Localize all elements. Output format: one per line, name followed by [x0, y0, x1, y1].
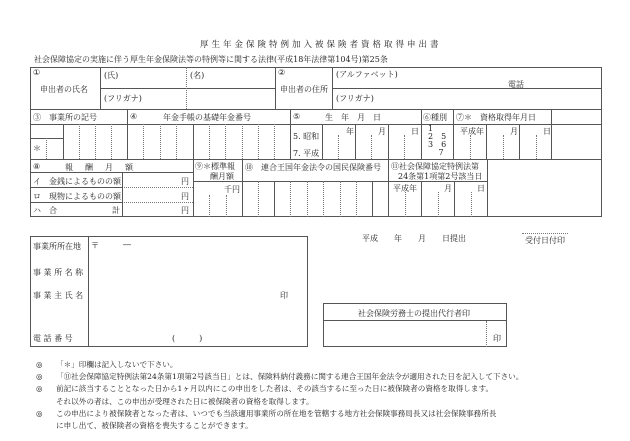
dotted-rule	[186, 67, 187, 109]
agent-seal-label: 社会保険労務士の提出代行者印	[358, 309, 470, 318]
era-showa: 5. 昭和	[293, 132, 320, 141]
article-date-label: ⑪社会保障協定特例法第	[391, 162, 479, 171]
table-rule	[193, 124, 194, 159]
dotted-rule	[307, 181, 308, 217]
dotted-rule	[226, 195, 227, 217]
applicant-address-label: 申出者の住所	[280, 85, 328, 94]
table-rule: この申出により被保険者となった者は、いつでも当該適用事業所の所在地を管轄する地方社会保険事務局長又は社会保険事務所長	[56, 408, 497, 418]
table-rule	[519, 124, 520, 159]
dotted-rule	[160, 124, 161, 159]
table-rule	[388, 124, 389, 159]
postal-mark: 〒	[91, 241, 99, 250]
type-option[interactable]: 2 5	[428, 132, 447, 141]
acquisition-date-label: ⑦＊ 資格取得年月日	[456, 113, 536, 122]
table-rule	[30, 124, 602, 125]
in-kind-pay-field[interactable]: 円	[181, 192, 189, 201]
table-rule: ◎	[36, 360, 43, 369]
table-rule: 「＊」印欄は記入しないで下さい。	[56, 360, 178, 369]
total-pay-label: ハ 合	[33, 206, 57, 215]
table-rule: それ以外の者は、この申出が受理された日に被保険者の資格を取得します。	[56, 396, 314, 406]
type-option[interactable]: 1	[428, 124, 434, 133]
standard-pay-label: ⑨＊標準報	[195, 162, 235, 171]
table-rule	[122, 172, 123, 217]
office-address-label: 事業所所在地	[33, 242, 81, 251]
monthly-pay-label: 報 酬 月 額	[65, 163, 135, 172]
agent-seal: 印	[493, 334, 501, 343]
table-rule	[30, 159, 602, 160]
type-options[interactable]	[428, 125, 446, 157]
reception-stamp-area: 受付日付印	[522, 233, 568, 247]
name-furigana-field[interactable]: (フリガナ)	[104, 94, 142, 103]
address-furigana-field[interactable]: (フリガナ)	[336, 94, 374, 103]
dotted-rule	[470, 135, 471, 159]
field-number: ⑧	[33, 162, 41, 171]
dotted-rule	[225, 124, 226, 159]
table-rule	[127, 109, 128, 159]
table-rule	[372, 181, 373, 217]
dotted-rule	[405, 192, 406, 217]
pension-number-label: 年金手帳の基礎年金番号	[163, 113, 251, 122]
article-date-label-2: 24条第1項第2号該当日	[398, 172, 483, 181]
dotted-rule	[242, 124, 243, 159]
applicant-name-label: 申出者の氏名	[40, 85, 88, 94]
table-rule	[88, 236, 89, 347]
table-rule: ◎	[36, 372, 43, 382]
field-number: ①	[33, 68, 41, 77]
dotted-rule	[438, 192, 439, 217]
era-heisei: 7. 平成	[293, 149, 320, 158]
table-rule	[63, 124, 64, 159]
table-rule: ◎	[36, 408, 43, 418]
dotted-rule	[143, 124, 144, 159]
acquisition-month-field[interactable]: 月	[510, 127, 518, 136]
dotted-rule	[111, 124, 112, 159]
birthdate-label: 生 年 月 日	[325, 113, 381, 122]
office-code-label: ③ 事業所の記号	[33, 113, 97, 122]
table-rule	[487, 159, 488, 217]
cash-pay-field[interactable]: 円	[181, 177, 189, 186]
office-code-star: ＊	[33, 144, 41, 153]
dotted-rule	[209, 124, 210, 159]
article-month-field[interactable]: 月	[444, 184, 452, 193]
table-rule	[388, 159, 389, 217]
dotted-rule	[371, 135, 372, 159]
dotted-rule	[79, 124, 80, 159]
table-rule	[454, 181, 455, 217]
total-pay-field[interactable]: 円	[181, 206, 189, 215]
table-rule	[30, 187, 122, 188]
article-day-field[interactable]: 日	[477, 184, 485, 193]
table-rule	[421, 181, 422, 217]
note	[36, 371, 523, 383]
dotted-rule	[356, 181, 357, 217]
dotted-rule	[503, 135, 504, 159]
dotted-rule	[258, 181, 259, 217]
note	[36, 396, 523, 408]
dotted-rule	[122, 202, 193, 203]
form-subtitle: 社会保障協定の実施に伴う厚生年金保険法等の特例等に関する法律(平成18年法律第104号)第25条	[34, 55, 388, 64]
table-rule	[355, 124, 356, 159]
table-rule	[453, 109, 454, 159]
standard-pay-field[interactable]: 千円	[224, 185, 240, 194]
dotted-rule	[323, 181, 324, 217]
type-option[interactable]: 7	[428, 148, 444, 157]
acquisition-year-field[interactable]: 平成年	[460, 127, 484, 136]
phone-number-label: 電 話 番 号	[33, 334, 73, 343]
dotted-rule	[338, 135, 339, 159]
field-number: ②	[278, 68, 286, 77]
table-rule	[332, 88, 602, 89]
dotted-rule	[122, 187, 193, 188]
table-rule	[242, 159, 243, 217]
note	[36, 420, 523, 432]
phone-number-field[interactable]: ( )	[172, 334, 203, 343]
cash-pay-label: イ 金銭によるものの額	[33, 177, 121, 186]
phone-label: 電話	[508, 80, 524, 89]
dotted-rule	[486, 321, 487, 347]
field-number: ④	[130, 112, 138, 121]
type-option[interactable]: 3 6	[428, 140, 447, 149]
note	[36, 359, 523, 371]
article-year-field[interactable]: 平成年	[393, 184, 417, 193]
table-rule	[30, 109, 602, 110]
dotted-rule	[290, 181, 291, 217]
table-rule	[322, 124, 323, 159]
given-name-field[interactable]: (名)	[190, 71, 205, 80]
table-rule: ◎	[36, 384, 43, 394]
field-number: ⑤	[293, 112, 301, 121]
birth-year-field[interactable]: 年	[346, 127, 354, 136]
table-rule	[275, 67, 276, 109]
in-kind-pay-label: ロ 現物によるものの額	[33, 192, 121, 201]
table-rule	[30, 202, 122, 203]
standard-pay-label-2: 酬月額	[210, 172, 234, 181]
owner-seal: 印	[280, 291, 288, 300]
birth-month-field[interactable]: 月	[378, 127, 386, 136]
notes	[36, 359, 523, 432]
table-rule	[551, 109, 552, 159]
uk-insurance-number-label: ⑩ 連合王国年金法令の国民保険番号	[245, 163, 381, 172]
dotted-rule	[404, 135, 405, 159]
dotted-rule	[258, 124, 259, 159]
dotted-rule	[46, 138, 47, 159]
table-rule: 「⑪社会保障協定特例法第24条第1項第2号該当日」とは、保険料納付義務に関する連合王国年金法令が適用された日を記入して下さい。	[56, 372, 524, 382]
table-rule	[274, 181, 275, 217]
postal-code-field[interactable]: ―	[123, 240, 131, 249]
owner-name-label: 事 業 主 氏 名	[33, 291, 84, 300]
dotted-rule	[95, 124, 96, 159]
type-label: ⑥種別	[423, 113, 447, 122]
table-rule	[100, 88, 275, 89]
acquisition-day-field[interactable]: 日	[543, 127, 551, 136]
submission-date[interactable]: 平成 年 月 日提出	[362, 234, 466, 243]
dotted-rule	[536, 135, 537, 159]
table-rule	[290, 109, 291, 159]
dotted-rule	[274, 124, 275, 159]
dotted-rule	[176, 124, 177, 159]
dotted-rule	[471, 192, 472, 217]
dotted-rule	[209, 195, 210, 217]
table-rule	[421, 109, 422, 159]
table-rule	[486, 124, 487, 159]
note	[36, 383, 523, 395]
family-name-field[interactable]: (氏)	[104, 71, 119, 80]
dotted-rule	[340, 181, 341, 217]
address-alphabet-field[interactable]: (アルファベット)	[336, 70, 398, 79]
office-name-label: 事 業 所 名 称	[33, 268, 84, 277]
table-rule	[323, 320, 507, 321]
table-rule	[193, 159, 194, 217]
table-rule: に申し出て、被保険者の資格を喪失することができます。	[56, 421, 253, 431]
total-pay-label-2: 計	[112, 206, 120, 215]
table-rule: 前記に該当することとなった日から1ヶ月以内にこの申出をした者は、その該当するに至った日に被保険者の資格を取得します。	[56, 384, 494, 394]
note	[36, 408, 523, 420]
form-title: 厚生年金保険特例加入被保険者資格取得申出書	[200, 40, 442, 50]
birth-day-field[interactable]: 日	[411, 127, 419, 136]
